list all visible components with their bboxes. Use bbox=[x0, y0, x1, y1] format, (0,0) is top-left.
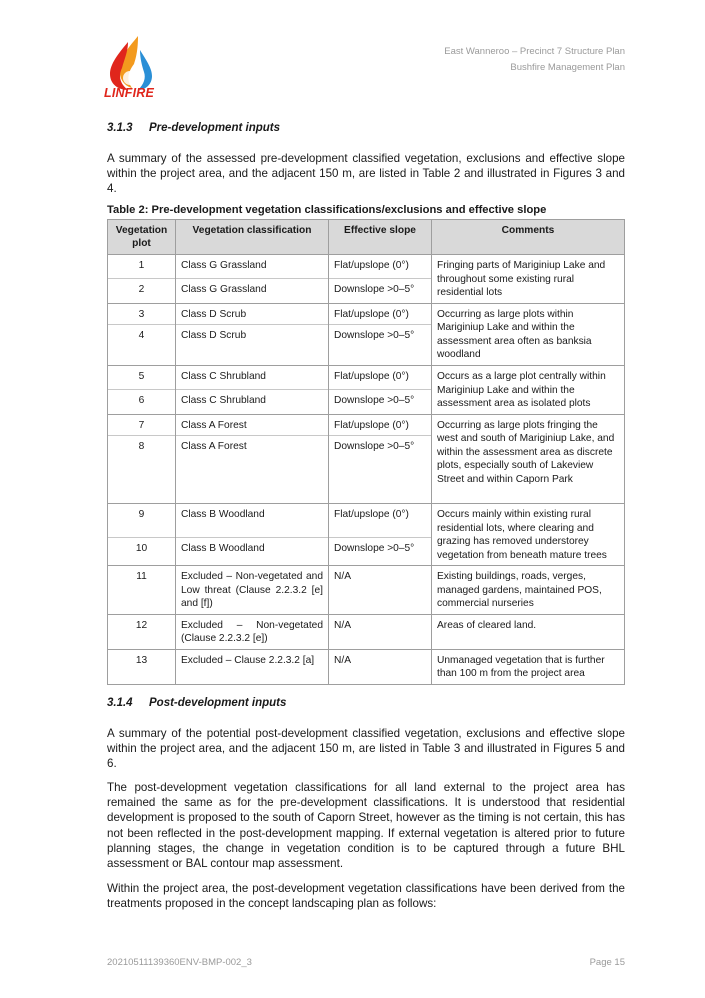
cell-plot: 12 bbox=[108, 614, 176, 649]
cell-plot: 7 bbox=[108, 414, 176, 436]
table-row bbox=[108, 255, 625, 279]
cell-plot: 6 bbox=[108, 390, 176, 414]
table-header-row bbox=[108, 220, 625, 255]
cell-classification: Class D Scrub bbox=[176, 303, 329, 325]
running-header-document: Bushfire Management Plan bbox=[510, 62, 625, 73]
cell-comment: Occurring as large plots fringing the west and south of Mariginiup Lake, and within the assessment area as discrete plots, especially south of Lakeview Street and within Caporn Park bbox=[432, 414, 625, 504]
table-row bbox=[108, 366, 625, 390]
cell-slope: Flat/upslope (0°) bbox=[329, 366, 432, 390]
cell-classification: Class G Grassland bbox=[176, 279, 329, 303]
table-row bbox=[108, 414, 625, 436]
cell-comment: Areas of cleared land. bbox=[432, 614, 625, 649]
table-row bbox=[108, 614, 625, 649]
cell-plot: 8 bbox=[108, 436, 176, 504]
cell-comment: Occurs as a large plot centrally within Mariginiup Lake and within the assessment area as isolated plots bbox=[432, 366, 625, 415]
cell-plot: 4 bbox=[108, 325, 176, 366]
paragraph-post-summary: A summary of the potential post-development classified vegetation, exclusions and effective slope within the project area, and the adjacent 150 m, are listed in Table 3 and illustrated in Figures 5 and 6. bbox=[107, 727, 625, 771]
cell-slope: Flat/upslope (0°) bbox=[329, 255, 432, 279]
table-row bbox=[108, 649, 625, 684]
cell-slope: Flat/upslope (0°) bbox=[329, 303, 432, 325]
cell-slope: N/A bbox=[329, 566, 432, 615]
cell-classification: Class C Shrubland bbox=[176, 390, 329, 414]
table-row bbox=[108, 566, 625, 615]
paragraph-post-external: The post-development vegetation classifications for all land external to the project area has remained the same as for the pre-development classifications. It is understood that residential development is proposed to the south of Caporn Street, however as the timing is not certain, this has not been reflected in the post-development mapping. If external vegetation is altered prior to future planning stages, the change in vegetation condition is to be captured through a future BHL assessment or BAL contour map assessment. bbox=[107, 781, 625, 871]
running-header-project: East Wanneroo – Precinct 7 Structure Plan bbox=[444, 46, 625, 57]
cell-plot: 1 bbox=[108, 255, 176, 279]
section-title: Pre-development inputs bbox=[149, 122, 280, 134]
cell-slope: Flat/upslope (0°) bbox=[329, 414, 432, 436]
cell-classification: Excluded – Non-vegetated (Clause 2.2.3.2 [e]) bbox=[176, 614, 329, 649]
cell-plot: 5 bbox=[108, 366, 176, 390]
section-number: 3.1.4 bbox=[107, 697, 133, 709]
cell-classification: Class B Woodland bbox=[176, 538, 329, 566]
table-2-title: Table 2: Pre-development vegetation classifications/exclusions and effective slope bbox=[107, 204, 547, 216]
cell-slope: N/A bbox=[329, 614, 432, 649]
footer-document-id: 20210511139360ENV-BMP-002_3 bbox=[107, 957, 252, 968]
cell-plot: 2 bbox=[108, 279, 176, 303]
cell-classification: Class A Forest bbox=[176, 414, 329, 436]
cell-classification: Class G Grassland bbox=[176, 255, 329, 279]
paragraph-pre-summary: A summary of the assessed pre-development classified vegetation, exclusions and effective slope within the project area, and the adjacent 150 m, are listed in Table 2 and illustrated in Figures 3 and 4. bbox=[107, 152, 625, 196]
cell-slope: Downslope >0–5° bbox=[329, 325, 432, 366]
header-effective-slope: Effective slope bbox=[329, 220, 432, 255]
header-comments: Comments bbox=[432, 220, 625, 255]
header-vegetation-plot: Vegetation plot bbox=[108, 220, 176, 255]
cell-classification: Class B Woodland bbox=[176, 504, 329, 538]
cell-comment: Occurring as large plots within Mariginiup Lake and within the assessment area often as banksia woodland bbox=[432, 303, 625, 366]
paragraph-post-within: Within the project area, the post-development vegetation classifications have been derived from the treatments proposed in the concept landscaping plan as follows: bbox=[107, 882, 625, 911]
cell-classification: Excluded – Non-vegetated and Low threat (Clause 2.2.3.2 [e] and [f]) bbox=[176, 566, 329, 615]
cell-plot: 10 bbox=[108, 538, 176, 566]
cell-plot: 9 bbox=[108, 504, 176, 538]
cell-slope: Downslope >0–5° bbox=[329, 538, 432, 566]
footer-page-number: Page 15 bbox=[589, 957, 625, 968]
logo-wordmark: LINFIRE bbox=[104, 86, 155, 100]
cell-classification: Class D Scrub bbox=[176, 325, 329, 366]
cell-slope: Downslope >0–5° bbox=[329, 390, 432, 414]
cell-comment: Existing buildings, roads, verges, managed gardens, maintained POS, commercial nurseries bbox=[432, 566, 625, 615]
vegetation-table bbox=[107, 219, 625, 685]
cell-slope: N/A bbox=[329, 649, 432, 684]
cell-plot: 11 bbox=[108, 566, 176, 615]
table-row bbox=[108, 504, 625, 538]
header-vegetation-classification: Vegetation classification bbox=[176, 220, 329, 255]
section-title: Post-development inputs bbox=[149, 697, 287, 709]
section-number: 3.1.3 bbox=[107, 122, 133, 134]
cell-slope: Downslope >0–5° bbox=[329, 436, 432, 504]
cell-slope: Downslope >0–5° bbox=[329, 279, 432, 303]
cell-slope: Flat/upslope (0°) bbox=[329, 504, 432, 538]
cell-comment: Occurs mainly within existing rural residential lots, where clearing and grazing has removed understorey vegetation from beneath mature trees bbox=[432, 504, 625, 566]
section-heading-3-1-3 bbox=[107, 122, 280, 134]
cell-classification: Class C Shrubland bbox=[176, 366, 329, 390]
table-row bbox=[108, 303, 625, 325]
cell-classification: Excluded – Clause 2.2.3.2 [a] bbox=[176, 649, 329, 684]
cell-plot: 3 bbox=[108, 303, 176, 325]
section-heading-3-1-4 bbox=[107, 697, 286, 709]
cell-plot: 13 bbox=[108, 649, 176, 684]
cell-comment: Fringing parts of Mariginiup Lake and throughout some existing rural residential lots bbox=[432, 255, 625, 304]
cell-comment: Unmanaged vegetation that is further than 100 m from the project area bbox=[432, 649, 625, 684]
cell-classification: Class A Forest bbox=[176, 436, 329, 504]
